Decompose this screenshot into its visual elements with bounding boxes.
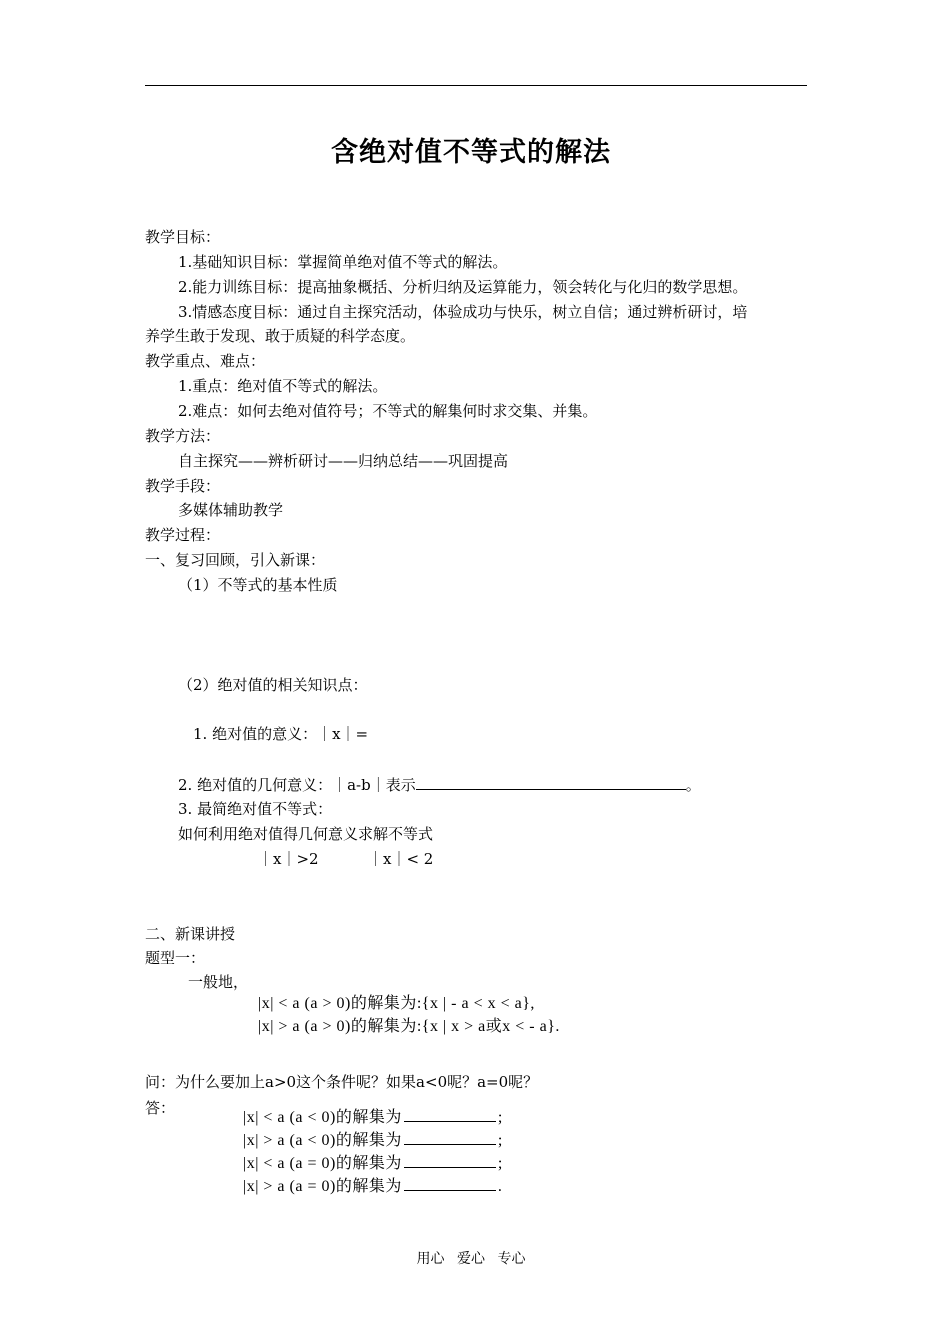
type-1-heading: 题型一： bbox=[145, 949, 206, 967]
goal-3-line-1: 3.情感态度目标：通过自主探究活动，体验成功与快乐，树立自信；通过辨析研讨，培 bbox=[178, 303, 748, 321]
answer-blank-3[interactable] bbox=[404, 1153, 496, 1168]
answer-formula-4-end: . bbox=[497, 1178, 503, 1195]
header-rule bbox=[145, 85, 807, 86]
section-1-heading: 一、复习回顾，引入新课： bbox=[145, 551, 326, 569]
answer-formula-1 bbox=[243, 1107, 503, 1128]
means-text: 多媒体辅助教学 bbox=[178, 501, 284, 519]
method-heading: 教学方法： bbox=[145, 427, 221, 445]
answer-blank-4[interactable] bbox=[404, 1176, 496, 1191]
means-heading: 教学手段： bbox=[145, 477, 221, 495]
section-1-item-1: （1）不等式的基本性质 bbox=[178, 576, 338, 594]
answer-blank-2[interactable] bbox=[404, 1130, 496, 1145]
inequality-1: ｜x｜>2 bbox=[258, 850, 319, 868]
abs-geometric-meaning bbox=[178, 774, 701, 795]
goals-heading: 教学目标： bbox=[145, 228, 221, 246]
page-footer: 用心 爱心 专心 bbox=[416, 1251, 526, 1267]
key-point-2: 2.难点：如何去绝对值符号；不等式的解集何时求交集、并集。 bbox=[178, 402, 598, 420]
abs-geometric-end: 。 bbox=[685, 776, 701, 794]
goal-2: 2.能力训练目标：提高抽象概括、分析归纳及运算能力，领会转化与化归的数学思想。 bbox=[178, 278, 748, 296]
section-1-item-2: （2）绝对值的相关知识点： bbox=[178, 676, 368, 694]
page-title: 含绝对值不等式的解法 bbox=[331, 137, 611, 168]
inequality-2: ｜x｜< 2 bbox=[368, 850, 434, 868]
answer-formula-3-text: |x| < a (a = 0)的解集为 bbox=[243, 1155, 402, 1172]
simplest-inequality-heading: 3. 最简绝对值不等式： bbox=[178, 800, 333, 818]
answer-formula-1-end: ; bbox=[497, 1109, 503, 1126]
key-point-1: 1.重点：绝对值不等式的解法。 bbox=[178, 377, 388, 395]
simplest-inequality-question: 如何利用绝对值得几何意义求解不等式 bbox=[178, 825, 434, 843]
answer-formula-1-text: |x| < a (a < 0)的解集为 bbox=[243, 1109, 402, 1126]
goal-1: 1.基础知识目标：掌握简单绝对值不等式的解法。 bbox=[178, 253, 508, 271]
answer-label: 答： bbox=[145, 1099, 176, 1117]
goal-3-line-2: 养学生敢于发现、敢于质疑的科学态度。 bbox=[145, 327, 416, 345]
method-text: 自主探究——辨析研讨——归纳总结——巩固提高 bbox=[178, 452, 509, 470]
fill-blank[interactable] bbox=[416, 774, 686, 790]
answer-formula-3 bbox=[243, 1153, 503, 1174]
question-text: 问：为什么要加上a>0这个条件呢？如果a<0呢？a=0呢？ bbox=[145, 1073, 539, 1091]
answer-formula-2 bbox=[243, 1130, 503, 1151]
formula-2: |x| > a (a > 0)的解集为:{x | x > a或x < - a}. bbox=[258, 1018, 560, 1035]
generally-text: 一般地， bbox=[188, 973, 249, 991]
section-2-heading: 二、新课讲授 bbox=[145, 925, 236, 943]
key-heading: 教学重点、难点： bbox=[145, 352, 266, 370]
formula-1: |x| < a (a > 0)的解集为:{x | - a < x < a}, bbox=[258, 995, 535, 1012]
process-heading: 教学过程： bbox=[145, 526, 221, 544]
answer-formula-3-end: ; bbox=[497, 1155, 503, 1172]
abs-meaning: 1. 绝对值的意义：｜x｜= bbox=[193, 725, 369, 743]
answer-formula-2-end: ; bbox=[497, 1132, 503, 1149]
answer-formula-4 bbox=[243, 1176, 502, 1197]
answer-formula-4-text: |x| > a (a = 0)的解集为 bbox=[243, 1178, 402, 1195]
answer-formula-2-text: |x| > a (a < 0)的解集为 bbox=[243, 1132, 402, 1149]
answer-blank-1[interactable] bbox=[404, 1107, 496, 1122]
abs-geometric-label: 2. 绝对值的几何意义：｜a-b｜表示 bbox=[178, 776, 416, 794]
